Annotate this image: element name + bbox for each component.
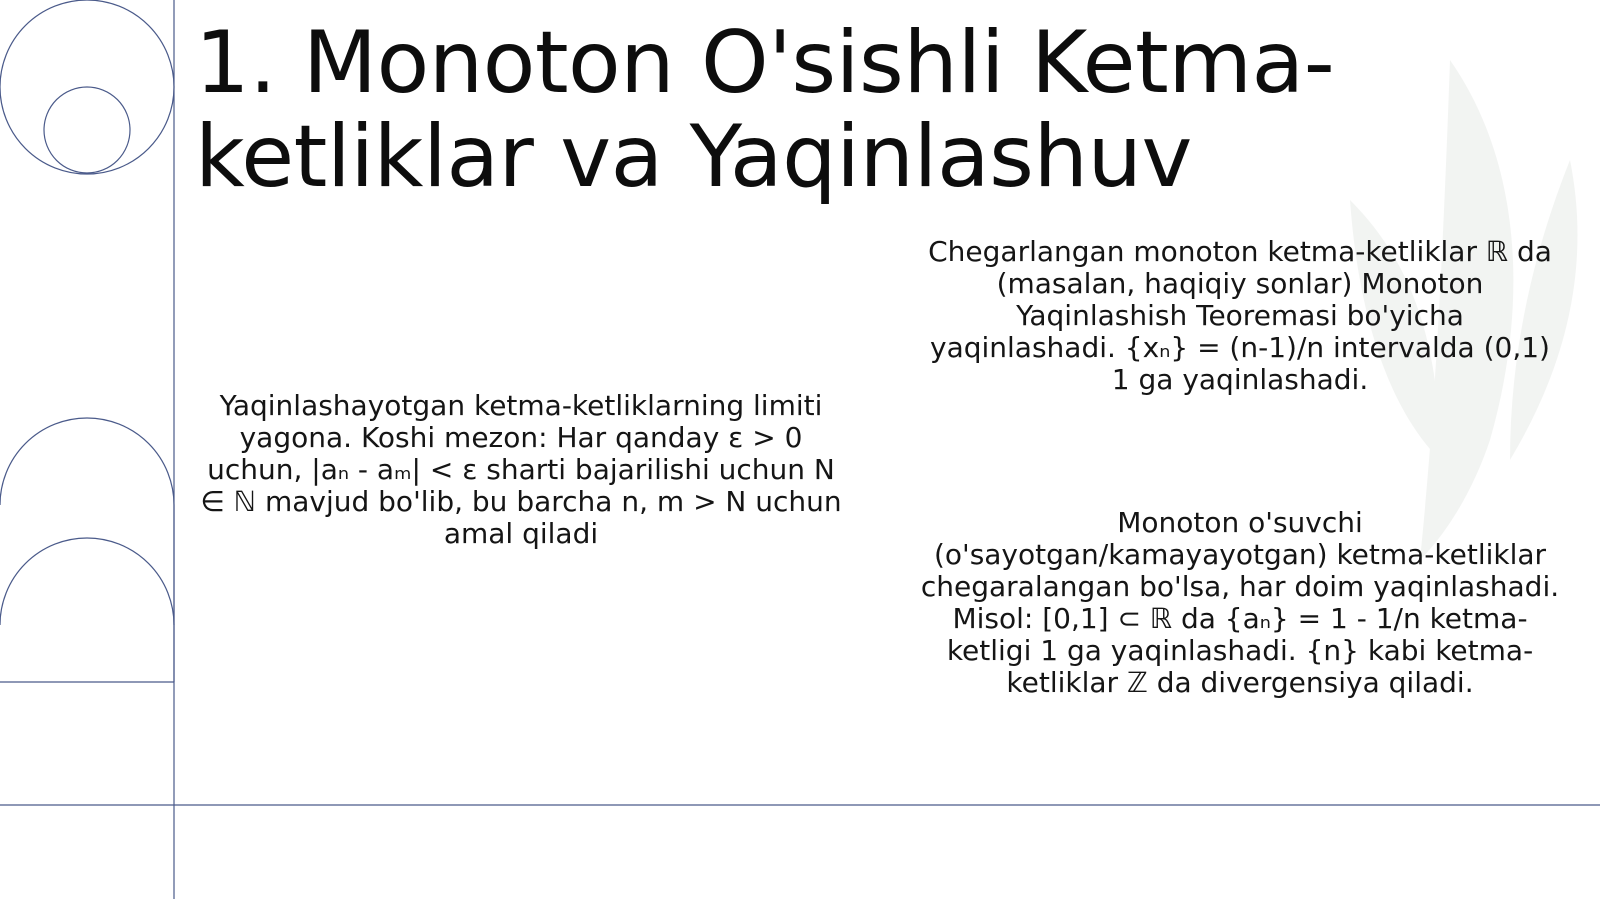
cauchy-criterion-text: Yaqinlashayotgan ketma-ketliklarning limiti yagona. Koshi mezon: Har qanday ε > 0 uchun, |aₙ - aₘ| < ε sharti bajarilishi uchun N ∈ ℕ mavjud bo'lib, bu barcha n, m > N uchun amal qiladi xyxy=(200,389,842,550)
small-circle-ornament xyxy=(44,87,130,173)
monotone-sequence-example-text: Monoton o'suvchi (o'sayotgan/kamayayotgan) ketma-ketliklar chegaralangan bo'lsa, har doim yaqinlashadi. Misol: [0,1] ⊂ ℝ da {aₙ} = 1 - 1/n ketma-ketligi 1 ga yaqinlashadi. {n} kabi ketma-ketliklar ℤ da divergensiya qiladi. xyxy=(920,506,1560,699)
upper-arch-ornament xyxy=(0,418,174,682)
slide-title: 1. Monoton O'sishli Ketma-ketliklar va Yaqinlashuv xyxy=(195,13,1335,207)
lower-arch-ornament xyxy=(0,538,174,625)
monotone-convergence-theorem-text: Chegarlangan monoton ketma-ketliklar ℝ da (masalan, haqiqiy sonlar) Monoton Yaqinlashish Teoremasi bo'yicha yaqinlashadi. {xₙ} = (n-1)/n intervalda (0,1) 1 ga yaqinlashadi. xyxy=(928,235,1552,396)
